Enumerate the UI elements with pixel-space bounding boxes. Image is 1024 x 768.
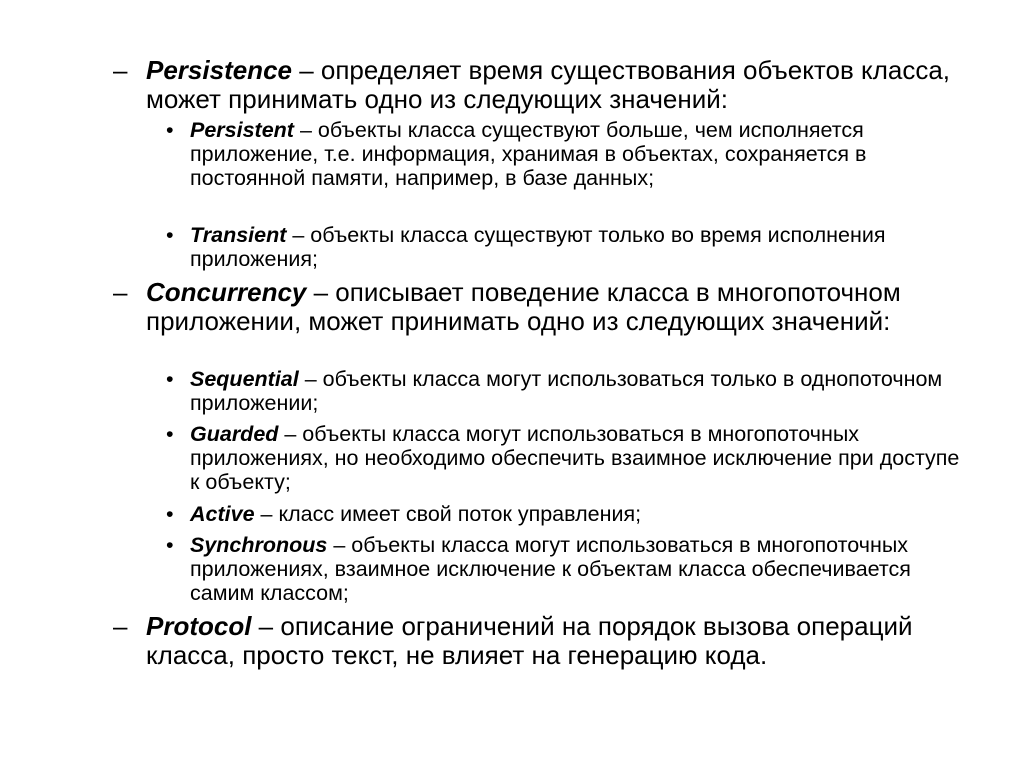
dash-marker: – [113, 611, 128, 641]
sub-item-active [166, 502, 965, 526]
description-transient: – объекты класса существуют только во время исполнения приложения; [190, 223, 886, 271]
description-guarded: – объекты класса могут использоваться в многопоточных приложениях, но необходимо обеспечить взаимное исключение при доступе к объекту; [190, 422, 960, 494]
term-active: Active [190, 502, 255, 526]
description-protocol: – описание ограничений на порядок вызова операций класса, просто текст, не влияет на генерацию кода. [146, 611, 913, 670]
dash-marker: – [113, 277, 128, 307]
dash-marker: – [113, 55, 128, 85]
bullet-icon: • [166, 533, 174, 557]
description-synchronous: – объекты класса могут использоваться в многопоточных приложениях, взаимное исключение к объектам класса обеспечивается самим классом; [190, 533, 911, 605]
description-sequential: – объекты класса могут использоваться только в однопоточном приложении; [190, 367, 943, 415]
list-item-protocol [113, 611, 966, 670]
term-protocol: Protocol [146, 611, 252, 641]
term-sequential: Sequential [190, 367, 299, 391]
description-concurrency: – описывает поведение класса в многопоточном приложении, может принимать одно из следующих значений: [146, 277, 901, 336]
sub-item-guarded [166, 422, 965, 494]
term-synchronous: Synchronous [190, 533, 328, 557]
bullet-icon: • [166, 223, 174, 247]
list-item-persistence [113, 55, 966, 114]
bullet-icon: • [166, 367, 174, 391]
sub-item-persistent [166, 118, 965, 190]
term-persistence: Persistence [146, 55, 292, 85]
bullet-icon: • [166, 502, 174, 526]
term-transient: Transient [190, 223, 287, 247]
description-persistent: – объекты класса существуют больше, чем исполняется приложение, т.е. информация, хранимая в объектах, сохраняется в постоянной памяти, например, в базе данных; [190, 118, 867, 190]
sub-item-transient [166, 223, 965, 271]
description-persistence: – определяет время существования объектов класса, может принимать одно из следующих значений: [146, 55, 951, 114]
list-item-concurrency [113, 277, 966, 336]
sub-item-synchronous [166, 533, 965, 605]
term-guarded: Guarded [190, 422, 279, 446]
bullet-icon: • [166, 118, 174, 142]
sub-item-sequential [166, 367, 965, 415]
bullet-icon: • [166, 422, 174, 446]
term-persistent: Persistent [190, 118, 294, 142]
description-active: – класс имеет свой поток управления; [254, 502, 642, 526]
term-concurrency: Concurrency [146, 277, 307, 307]
